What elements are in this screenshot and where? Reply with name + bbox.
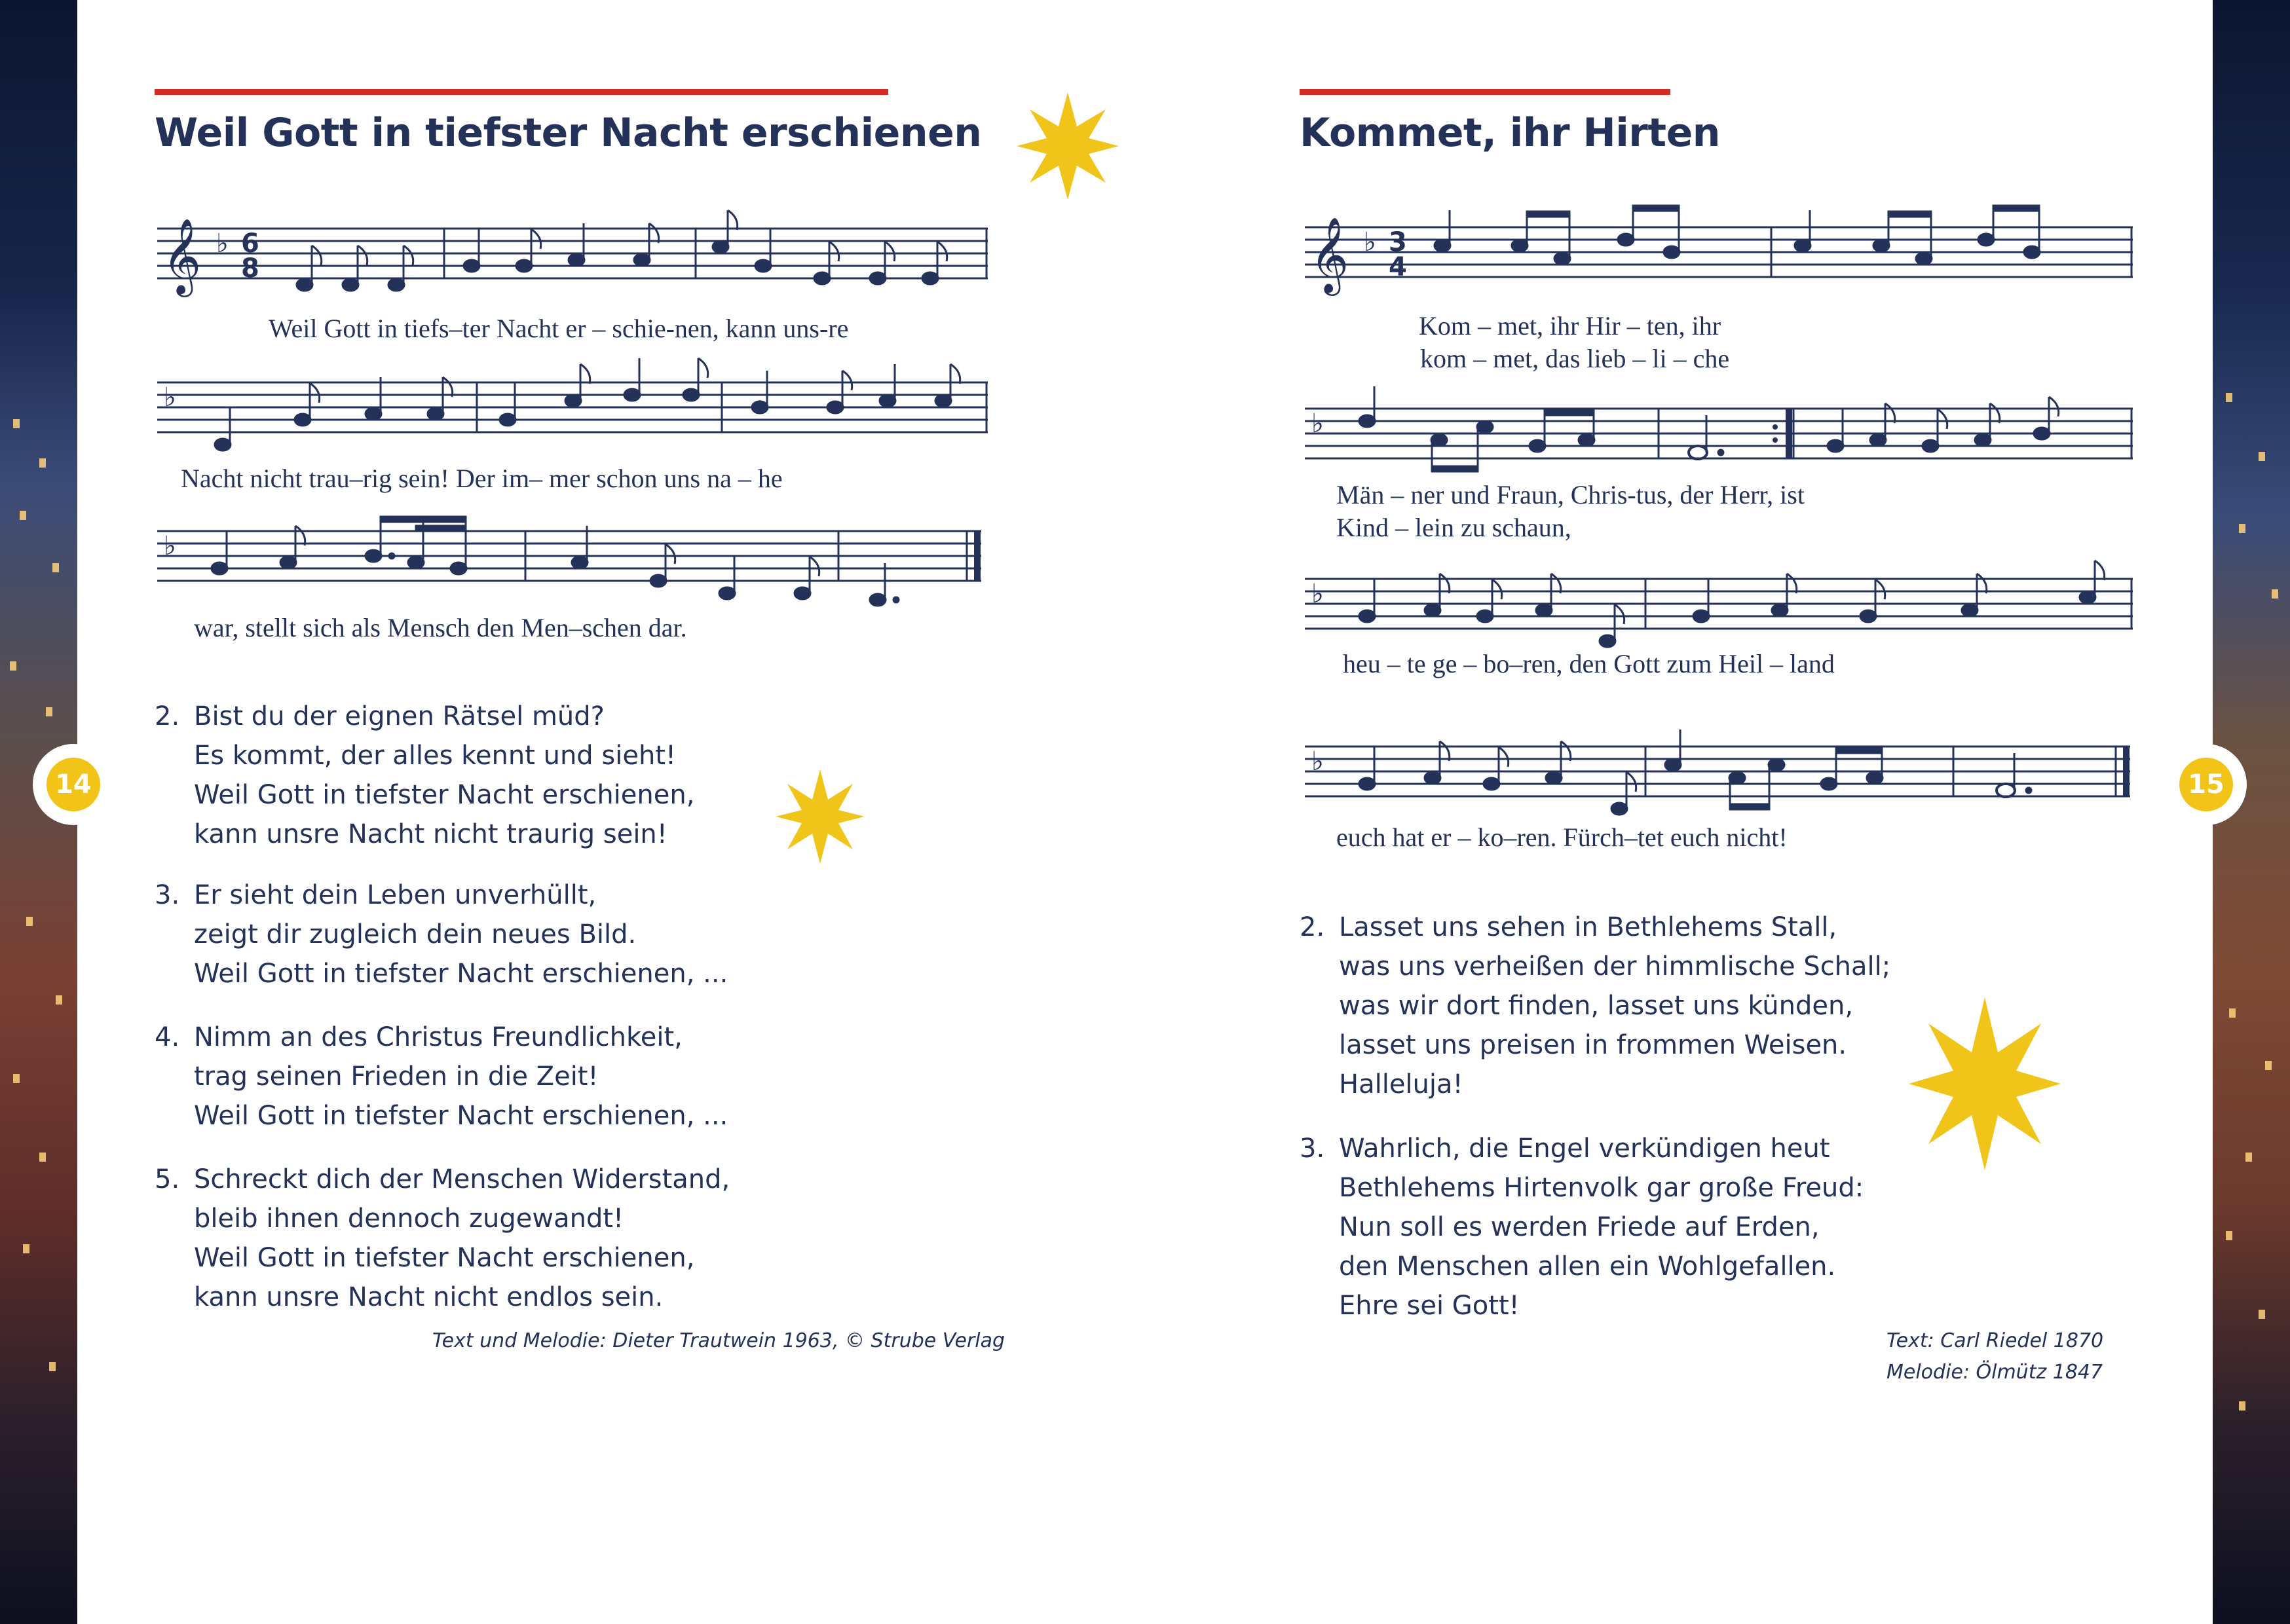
song-title-left: Weil Gott in tiefster Nacht erschienen — [155, 110, 982, 156]
verse-left-3: 3. Er sieht dein Leben unverhüllt, zeigt dir zugleich dein neues Bild. Weil Gott in tiefster Nacht erschienen, ... — [155, 880, 728, 989]
lyric-left-2: Nacht nicht trau–rig sein! Der im– mer schon uns na – he — [181, 464, 783, 493]
song-title-right: Kommet, ihr Hirten — [1300, 110, 1720, 156]
verse-left-5: 5. Schreckt dich der Menschen Widerstand, bleib ihnen dennoch zugewandt! Weil Gott in tiefster Nacht erschienen, kann unsre Nacht nicht endlos sein. — [155, 1164, 730, 1312]
treble-clef-icon: 𝄞 — [1310, 216, 1349, 293]
flat-icon: ♭ — [1364, 227, 1376, 257]
flat-icon: ♭ — [216, 229, 229, 259]
lyric-right-4: euch hat er – ko–ren. Fürch–tet euch nicht! — [1336, 822, 1788, 852]
page-number-left: 14 — [33, 744, 114, 825]
svg-text:♭: ♭ — [1311, 409, 1324, 439]
staff-right-2 — [1305, 406, 2137, 471]
svg-text:8: 8 — [241, 253, 259, 284]
lyric-right-1a: Kom – met, ihr Hir – ten, ihr — [1419, 311, 1721, 341]
credit-right-melody: Melodie: Ölmütz 1847 — [1886, 1361, 2103, 1384]
svg-text:3: 3 — [1389, 227, 1407, 257]
verse-right-3: 3. Wahrlich, die Engel verkündigen heut Bethlehems Hirtenvolk gar große Freud: Nun soll es werden Friede auf Erden, den Menschen allen ein Wohlgefallen. Ehre sei Gott! — [1300, 1134, 1864, 1321]
staff-right-3 — [1305, 576, 2137, 655]
staff-left-3 — [157, 528, 989, 607]
svg-text:♭: ♭ — [164, 531, 176, 561]
svg-text:♭: ♭ — [164, 382, 176, 413]
staff-right-4 — [1305, 744, 2137, 822]
svg-text:6: 6 — [241, 229, 259, 259]
svg-text:4: 4 — [1389, 252, 1407, 282]
gold-star-icon — [1015, 90, 1120, 202]
svg-text:♭: ♭ — [1311, 747, 1324, 777]
lyric-right-1b: kom – met, das lieb – li – che — [1420, 344, 1730, 373]
lyric-left-1: Weil Gott in tiefs–ter Nacht er – schie-nen, kann uns-re — [269, 314, 849, 343]
staff-left-1 — [157, 217, 989, 294]
staff-right-1 — [1305, 216, 2137, 293]
lyric-left-3: war, stellt sich als Mensch den Men–schen dar. — [194, 613, 687, 642]
title-rule-left — [155, 89, 888, 95]
verse-left-4: 4. Nimm an des Christus Freundlichkeit, trag seinen Frieden in die Zeit! Weil Gott in tiefster Nacht erschienen, ... — [155, 1022, 728, 1131]
gold-star-icon — [774, 767, 866, 866]
gold-star-icon — [1906, 995, 2063, 1172]
svg-text:♭: ♭ — [1311, 579, 1324, 609]
lyric-right-2b: Kind – lein zu schaun, — [1336, 513, 1571, 542]
staff-left-2 — [157, 380, 989, 445]
credit-right-text: Text: Carl Riedel 1870 — [1886, 1329, 2104, 1352]
title-rule-right — [1300, 89, 1670, 95]
page-number-right: 15 — [2166, 744, 2247, 825]
verse-left-2: 2. Bist du der eignen Rätsel müd? Es kommt, der alles kennt und sieht! Weil Gott in tiefster Nacht erschienen, kann unsre Nacht nicht traurig sein! — [155, 701, 695, 849]
lyric-right-2a: Män – ner und Fraun, Chris-tus, der Herr, ist — [1336, 480, 1805, 509]
credit-left: Text und Melodie: Dieter Trautwein 1963, © Strube Verlag — [432, 1329, 1005, 1352]
lyric-right-3: heu – te ge – bo–ren, den Gott zum Heil – land — [1343, 649, 1835, 678]
treble-clef-icon: 𝄞 — [162, 217, 202, 294]
verse-right-2: 2. Lasset uns sehen in Bethlehems Stall, was uns verheißen der himmlische Schall; was wir dort finden, lasset uns künden, lasset uns preisen in frommen Weisen. Halleluja! — [1300, 912, 1891, 1099]
